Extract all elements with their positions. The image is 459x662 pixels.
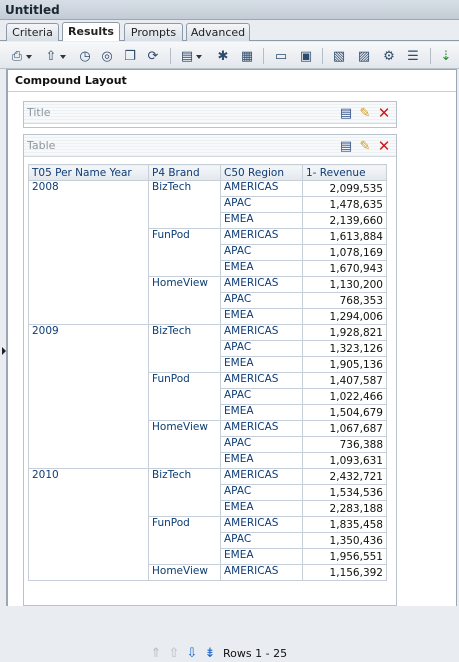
- year-cell[interactable]: 2008: [29, 181, 149, 325]
- region-cell[interactable]: EMEA: [221, 549, 303, 565]
- region-cell[interactable]: EMEA: [221, 309, 303, 325]
- window-title: Untitled: [5, 3, 60, 17]
- revenue-cell: 1,835,458: [303, 517, 387, 533]
- table-row: [29, 325, 387, 341]
- revenue-cell: 1,022,466: [303, 389, 387, 405]
- tab-criteria[interactable]: Criteria: [6, 23, 59, 41]
- brand-cell[interactable]: FunPod: [149, 373, 221, 421]
- region-cell[interactable]: AMERICAS: [221, 469, 303, 485]
- toolbar: [0, 42, 459, 69]
- region-cell[interactable]: APAC: [221, 485, 303, 501]
- region-cell[interactable]: APAC: [221, 245, 303, 261]
- table-view-label: Table: [27, 139, 56, 152]
- brand-cell[interactable]: FunPod: [149, 229, 221, 277]
- revenue-cell: 1,078,169: [303, 245, 387, 261]
- table-view-header: [24, 135, 396, 157]
- region-cell[interactable]: AMERICAS: [221, 517, 303, 533]
- region-cell[interactable]: APAC: [221, 197, 303, 213]
- revenue-cell: 1,093,631: [303, 453, 387, 469]
- toolbar-divider: [322, 48, 323, 64]
- tab-strip: [0, 20, 459, 41]
- region-cell[interactable]: APAC: [221, 341, 303, 357]
- new-view-icon[interactable]: ▤: [178, 47, 196, 65]
- region-cell[interactable]: EMEA: [221, 405, 303, 421]
- compound-layout-icon[interactable]: ▦: [240, 48, 254, 64]
- table-row: [29, 181, 387, 197]
- add-cols-icon[interactable]: ▧: [332, 48, 346, 64]
- title-view: [23, 101, 397, 128]
- refresh-icon[interactable]: ⟳: [147, 48, 159, 64]
- region-cell[interactable]: AMERICAS: [221, 325, 303, 341]
- revenue-cell: 2,099,535: [303, 181, 387, 197]
- expand-arrow-icon[interactable]: [2, 347, 6, 355]
- delete-x-icon[interactable]: ✕: [377, 104, 391, 122]
- revenue-cell: 1,534,536: [303, 485, 387, 501]
- year-cell[interactable]: 2009: [29, 325, 149, 469]
- region-cell[interactable]: AMERICAS: [221, 277, 303, 293]
- add-view-icon[interactable]: ✱: [217, 48, 229, 64]
- revenue-cell: 1,928,821: [303, 325, 387, 341]
- tab-results[interactable]: Results: [62, 22, 120, 41]
- region-cell[interactable]: AMERICAS: [221, 229, 303, 245]
- revenue-cell: 2,139,660: [303, 213, 387, 229]
- edit-pencil-icon[interactable]: ✎: [359, 138, 371, 154]
- edit-pencil-icon[interactable]: ✎: [359, 105, 371, 121]
- all-rows-icon[interactable]: ⇟: [204, 645, 216, 661]
- export-icon[interactable]: ⇧: [42, 47, 60, 65]
- brand-cell[interactable]: HomeView: [149, 277, 221, 325]
- revenue-cell: 1,323,126: [303, 341, 387, 357]
- revenue-cell: 1,130,200: [303, 277, 387, 293]
- revenue-cell: 1,156,392: [303, 565, 387, 581]
- window-titlebar: [0, 0, 459, 20]
- region-cell[interactable]: EMEA: [221, 261, 303, 277]
- revenue-cell: 1,067,687: [303, 421, 387, 437]
- column-header[interactable]: T05 Per Name Year: [29, 165, 149, 181]
- revenue-cell: 1,350,436: [303, 533, 387, 549]
- title-view-label: Title: [27, 106, 51, 119]
- region-cell[interactable]: AMERICAS: [221, 373, 303, 389]
- copy-icon[interactable]: ❐: [124, 48, 136, 64]
- table-row: [29, 469, 387, 485]
- year-cell[interactable]: 2010: [29, 469, 149, 581]
- sort-icon[interactable]: ☰: [407, 48, 419, 64]
- view-properties-icon[interactable]: ▤: [339, 105, 353, 121]
- column-header[interactable]: C50 Region: [221, 165, 303, 181]
- toolbar-divider: [170, 48, 171, 64]
- move-down-icon[interactable]: ⇣: [440, 48, 452, 64]
- region-cell[interactable]: EMEA: [221, 501, 303, 517]
- pivot-table: [28, 164, 387, 581]
- settings-icon[interactable]: ⚙: [383, 48, 395, 64]
- print-icon[interactable]: ⎙: [8, 47, 26, 65]
- region-cell[interactable]: EMEA: [221, 453, 303, 469]
- view-properties-icon[interactable]: ▤: [339, 138, 353, 154]
- region-cell[interactable]: APAC: [221, 533, 303, 549]
- revenue-cell: 2,432,721: [303, 469, 387, 485]
- column-header[interactable]: 1- Revenue: [303, 165, 387, 181]
- previous-page-icon[interactable]: ⇧: [168, 645, 180, 661]
- preview-icon[interactable]: ◎: [101, 48, 113, 64]
- brand-cell[interactable]: BizTech: [149, 325, 221, 373]
- revenue-cell: 1,670,943: [303, 261, 387, 277]
- xml-icon[interactable]: ▭: [274, 48, 288, 64]
- brand-cell[interactable]: BizTech: [149, 469, 221, 517]
- revenue-cell: 768,353: [303, 293, 387, 309]
- pagination: [148, 644, 287, 662]
- table-view: [23, 134, 397, 661]
- divider: [8, 91, 456, 92]
- region-cell[interactable]: APAC: [221, 389, 303, 405]
- remove-cols-icon[interactable]: ▨: [357, 48, 371, 64]
- title-view-header: [24, 102, 396, 124]
- tab-prompts[interactable]: Prompts: [124, 23, 183, 41]
- revenue-cell: 1,478,635: [303, 197, 387, 213]
- revenue-cell: 1,294,006: [303, 309, 387, 325]
- next-page-icon[interactable]: ⇩: [186, 645, 198, 661]
- brand-cell[interactable]: BizTech: [149, 181, 221, 229]
- first-page-icon[interactable]: ⇑: [150, 645, 162, 661]
- filters-icon[interactable]: ▣: [299, 48, 313, 64]
- region-cell[interactable]: APAC: [221, 437, 303, 453]
- toolbar-divider: [263, 48, 264, 64]
- column-header[interactable]: P4 Brand: [149, 165, 221, 181]
- revenue-cell: 1,956,551: [303, 549, 387, 565]
- region-cell[interactable]: APAC: [221, 293, 303, 309]
- region-cell[interactable]: EMEA: [221, 213, 303, 229]
- revenue-cell: 736,388: [303, 437, 387, 453]
- brand-cell[interactable]: HomeView: [149, 421, 221, 469]
- brand-cell[interactable]: FunPod: [149, 517, 221, 565]
- revenue-cell: 2,283,188: [303, 501, 387, 517]
- region-cell[interactable]: EMEA: [221, 357, 303, 373]
- schedule-icon[interactable]: ◷: [79, 48, 91, 64]
- brand-cell[interactable]: HomeView: [149, 565, 221, 581]
- compound-layout-title: Compound Layout: [15, 74, 127, 87]
- tab-advanced[interactable]: Advanced: [186, 23, 250, 41]
- toolbar-divider: [430, 48, 431, 64]
- delete-x-icon[interactable]: ✕: [377, 137, 391, 155]
- region-cell[interactable]: AMERICAS: [221, 421, 303, 437]
- revenue-cell: 1,504,679: [303, 405, 387, 421]
- region-cell[interactable]: AMERICAS: [221, 181, 303, 197]
- left-panel-toggle[interactable]: [0, 69, 7, 606]
- revenue-cell: 1,613,884: [303, 229, 387, 245]
- revenue-cell: 1,905,136: [303, 357, 387, 373]
- region-cell[interactable]: AMERICAS: [221, 565, 303, 581]
- compound-layout-panel: [7, 69, 457, 661]
- revenue-cell: 1,407,587: [303, 373, 387, 389]
- rows-range-label: Rows 1 - 25: [223, 646, 288, 660]
